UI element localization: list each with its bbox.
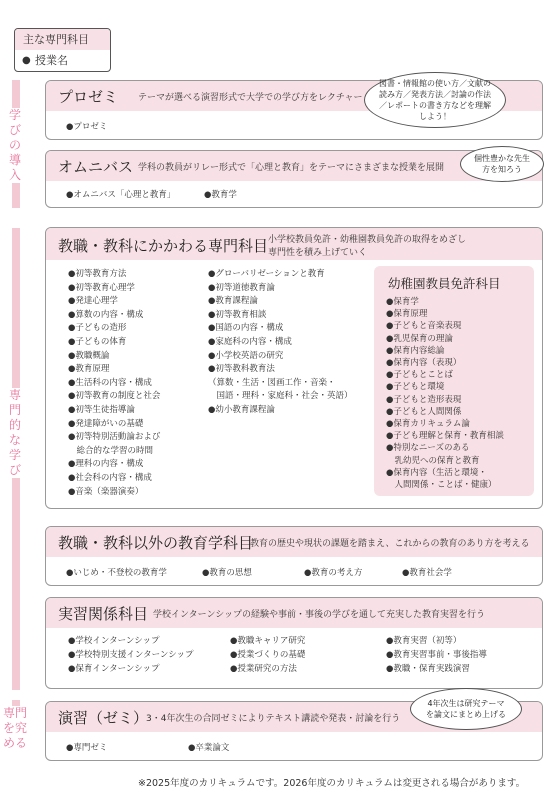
legend-box (14, 28, 111, 72)
course-item: ●保育学 (386, 297, 419, 307)
course-column-1 (68, 634, 194, 676)
course-item: 乳幼児への保育と教育 (386, 455, 480, 466)
course-item: ●卒業論文 (188, 743, 230, 753)
course-item: ●授業づくりの基礎 (230, 650, 306, 660)
course-item: ●国語の内容・構成 (208, 323, 284, 334)
section-title: 実習関係科目 (58, 605, 149, 623)
section-title: 教職・教科にかかわる専門科目 (58, 237, 269, 255)
course-item: ●保育内容総論 (386, 345, 445, 356)
course-item: ●子ども理解と保育・教育相談 (386, 431, 504, 442)
course-item: ●乳児保育の理論 (386, 333, 453, 344)
course-item: ●グローバリゼーションと教育 (208, 269, 325, 279)
course-item: ●初等教育相談 (208, 309, 267, 320)
course-item: ●子どもと人間関係 (386, 406, 462, 417)
section-description-line1: 小学校教員免許・幼稚園教員免許の取得をめざし (268, 235, 467, 245)
course-item: ●保育カリキュラム論 (386, 419, 470, 430)
course-item: ●教育実習（初等） (386, 636, 462, 646)
course-column-2 (208, 268, 353, 418)
section-header (46, 598, 542, 628)
speech-bubble (364, 72, 506, 128)
course-item: ●授業研究の方法 (230, 664, 297, 674)
course-item: ●幼小教育課程論 (208, 404, 275, 415)
course-item: ●理科の内容・構成 (68, 459, 144, 470)
kindergarten-license-title: 幼稚園教員免許科目 (388, 276, 501, 291)
footnote: ※2025年度のカリキュラムです。2026年度のカリキュラムは変更される場合があります。 (138, 778, 526, 789)
course-item: ●専門ゼミ (66, 743, 108, 753)
section-header (46, 228, 542, 260)
kindergarten-course-list (386, 296, 504, 491)
sidebar-label-deepen: 専門を究める (0, 706, 30, 751)
kindergarten-license-box (374, 266, 534, 496)
course-item: ●音楽（楽器演奏） (68, 486, 144, 497)
section-practice (45, 597, 543, 689)
course-item: ●初等教育心理学 (68, 282, 135, 293)
course-item: ●初等道徳教育論 (208, 282, 275, 293)
course-item: ●生活科の内容・構成 (68, 377, 152, 388)
course-item: ●教育の思想 (202, 568, 252, 578)
course-item: ●家庭科の内容・構成 (208, 336, 292, 347)
course-column-1 (68, 268, 160, 499)
section-description: 学科の教員がリレー形式で「心理と教育」をテーマにさまざまな授業を展開 (138, 163, 445, 173)
course-item: ●学校インターンシップ (68, 636, 160, 646)
bubble-text: 図書・情報館の使い方／文献の読み方／発表方法／討論の作法／レポートの書き方などを理解しよう！ (379, 79, 491, 121)
section-title: オムニバス (58, 158, 134, 176)
course-item: ●保育内容（生活と環境・ (386, 467, 487, 478)
course-item: ●オムニバス「心理と教育」 (66, 190, 176, 200)
course-item: ●初等生徒指導論 (68, 404, 135, 415)
course-item: ●子どもと造形表現 (386, 394, 462, 405)
course-item: ●保育内容（表現） (386, 358, 462, 369)
section-description: テーマが選べる演習形式で大学での学び方をレクチャー (138, 93, 363, 103)
section-title: プロゼミ (58, 88, 119, 106)
speech-bubble (460, 146, 544, 182)
course-column-3 (386, 634, 487, 676)
course-item: ●初等教科教育法 (208, 364, 275, 375)
section-header (46, 527, 542, 557)
course-item: ●いじめ・不登校の教育学 (66, 568, 167, 578)
course-item: 総合的な学習の時間 (68, 445, 154, 456)
section-title: 演習（ゼミ） (58, 709, 149, 727)
section-title: 教職・教科以外の教育学科目 (58, 534, 254, 552)
section-description: 3・4年次生の合同ゼミによりテキスト講読や発表・討論を行う (146, 714, 401, 724)
section-description: 教育の歴史や現状の課題を踏まえ、これからの教育のあり方を考える (250, 539, 530, 549)
course-item: ●発達心理学 (68, 296, 118, 307)
course-item: ●教育社会学 (402, 568, 452, 578)
legend-item: ● 授業名 (15, 50, 110, 71)
course-item: ●発達障がいの基礎 (68, 418, 144, 429)
course-item: ●小学校英語の研究 (208, 350, 284, 361)
course-item: ●算数の内容・構成 (68, 309, 144, 320)
section-description: 学校インターンシップの経験や事前・事後の学びを通して充実した教育実習を行う (153, 610, 486, 620)
course-item: ●子どもとことば (386, 370, 453, 381)
course-item: ●初等教育方法 (68, 269, 127, 279)
section-description-line2: 専門性を積み上げていく (268, 248, 368, 258)
course-item: ●子どもと環境 (386, 382, 445, 393)
section-other-education (45, 526, 543, 586)
sidebar-label-intro: 学びの導入 (4, 108, 26, 183)
course-item: ●社会科の内容・構成 (68, 472, 152, 483)
course-item: ●教職キャリア研究 (230, 636, 306, 646)
course-item: ●プロゼミ (66, 122, 108, 132)
course-item: ●子どもの造形 (68, 323, 127, 334)
course-item: ●教職概論 (68, 350, 110, 361)
course-item: ●教育の考え方 (304, 568, 363, 578)
section-teaching (45, 227, 543, 509)
speech-bubble (410, 688, 522, 730)
course-item: ●教育学 (204, 190, 237, 200)
bubble-text: 個性豊かな先生方を知ろう (474, 154, 530, 174)
course-item: 国語・理科・家庭科・社会・英語） (208, 391, 353, 402)
course-item: ●特別なニーズのある (386, 443, 470, 454)
course-item: （算数・生活・図画工作・音楽・ (208, 377, 336, 388)
course-item: ●子どもと音楽表現 (386, 321, 462, 332)
course-item: ●初等教育の制度と社会 (68, 391, 161, 402)
course-item: ●学校特別支援インターンシップ (68, 650, 194, 660)
course-item: ●子どもの体育 (68, 336, 127, 347)
course-column-2 (230, 634, 305, 676)
course-item: ●保育インターンシップ (68, 664, 160, 674)
course-item: ●初等特別活動論および (68, 432, 161, 443)
legend-heading: 主な専門科目 (15, 29, 110, 50)
course-item: ●保育原理 (386, 309, 428, 320)
course-item: ●教育実習事前・事後指導 (386, 650, 487, 660)
sidebar-label-special: 専門的な学び (4, 388, 26, 478)
course-item: ●教職・保育実践演習 (386, 664, 470, 674)
course-item: ●教育課程論 (208, 296, 258, 307)
course-item: 人間関係・ことば・健康） (386, 480, 497, 491)
bubble-text: 4年次生は研究テーマを論文にまとめ上げる (426, 699, 506, 719)
course-item: ●教育原理 (68, 364, 110, 375)
